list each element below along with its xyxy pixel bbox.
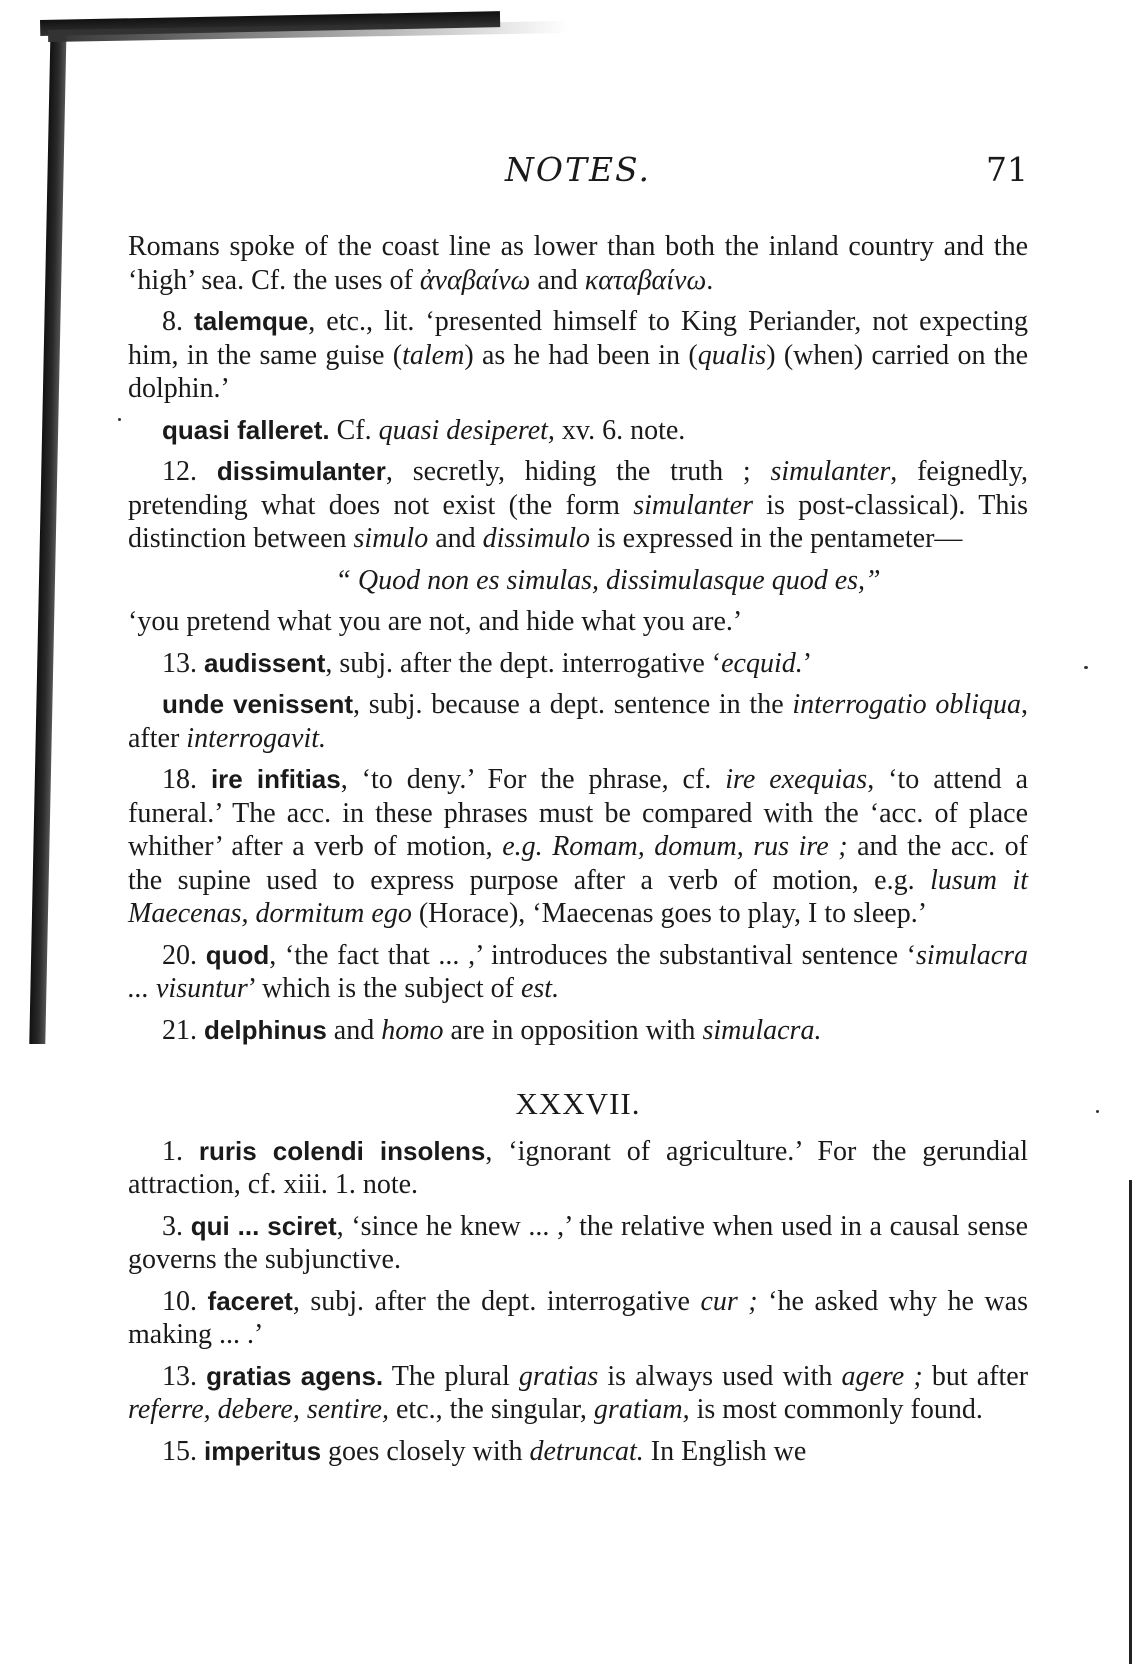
page-edge-shadow [1129, 1180, 1132, 1664]
line-number: 18. [162, 764, 211, 795]
lemma: imperitus [204, 1435, 322, 1466]
latin-citation: referre, debere, sentire, [128, 1394, 389, 1425]
latin-citation: gratias [518, 1360, 599, 1392]
ink-speck [1084, 666, 1088, 669]
note-entry [128, 1210, 1028, 1277]
note-entry [128, 1360, 1028, 1427]
note-entry [128, 1135, 1028, 1202]
latin-citation: cur ; [700, 1285, 758, 1317]
gloss-text: goes closely with [321, 1435, 530, 1467]
gloss-text: is expressed in the pentameter— [590, 523, 963, 554]
line-number: 21. [162, 1014, 204, 1046]
line-number: 10. [162, 1285, 208, 1317]
lemma: delphinus [204, 1014, 327, 1045]
text-run: and [530, 264, 585, 296]
note-entry [128, 1014, 1028, 1048]
gloss-text: ‘he asked why he was making ... .’ [128, 1285, 1029, 1350]
line-number: 3. [162, 1210, 191, 1242]
latin-citation: gratiam, [593, 1394, 690, 1425]
notes-xxxvii [128, 1135, 1028, 1469]
gloss-text: , ‘the fact that ... ,’ introduces the substantival sentence ‘ [269, 939, 917, 971]
notes-body [128, 230, 1028, 1476]
note-entry [128, 1435, 1028, 1469]
gloss-text: , ‘ignorant of agriculture.’ For the gerundial attraction, cf. xiii. 1. note. [128, 1135, 1028, 1200]
ink-speck [1096, 1110, 1099, 1113]
gloss-text: , subj. after the dept. interrogative ‘ [325, 647, 722, 679]
line-number: 15. [162, 1435, 204, 1467]
latin-citation: ire exequias [725, 764, 868, 795]
lemma: talemque [194, 306, 309, 336]
gloss-text: (Horace), ‘Maecenas goes to play, I to sleep.’ [411, 898, 928, 929]
lemma: audissent [204, 647, 326, 678]
latin-citation: interrogavit. [186, 722, 327, 754]
gloss-text: etc., the singular, [388, 1394, 594, 1425]
latin-citation: simulo [353, 523, 429, 554]
running-header [128, 150, 1028, 195]
lemma: quasi falleret. [162, 414, 330, 445]
line-number: 20. [162, 939, 206, 971]
gloss-text: but after [922, 1360, 1029, 1392]
latin-citation: dissimulo [482, 523, 590, 554]
continuation-paragraph [128, 230, 1028, 297]
lemma: ire infitias [210, 764, 341, 794]
lemma: faceret [207, 1285, 293, 1316]
latin-citation: interrogatio obliqua [792, 689, 1021, 720]
gloss-text: ’ which is the subject of [247, 973, 521, 1004]
gloss-text: , etc., lit. ‘presented himself to King Periander, not expecting him, in the same guise ( [128, 306, 1028, 371]
latin-citation: qualis [697, 339, 767, 371]
note-entry [128, 455, 1028, 556]
lemma: dissimulanter [216, 456, 386, 486]
page-number: 71 [986, 150, 1028, 189]
gloss-text: , subj. because a dept. sentence in the [353, 689, 793, 720]
lemma: unde venissent [162, 689, 354, 719]
lemma: ruris colendi insolens [198, 1135, 486, 1166]
gloss-text: ) (when) carried on the dolphin.’ [128, 339, 1029, 404]
note-entry [128, 763, 1028, 931]
lemma: gratias agens. [206, 1360, 384, 1391]
line-number: 13. [162, 1360, 207, 1392]
latin-citation: est. [520, 973, 560, 1004]
gloss-text: is post-classical). This distinction between [128, 489, 1028, 554]
note-entry [128, 939, 1028, 1006]
gloss-text: Cf. [329, 414, 379, 446]
gloss-text: ) as he had been in ( [464, 339, 698, 371]
latin-citation: homo [381, 1014, 444, 1046]
gloss-text: , secretly, hiding the truth ; [385, 456, 771, 487]
notes-xxxvi [128, 305, 1028, 1047]
gloss-text: are in opposition with [443, 1014, 703, 1046]
gloss-text: and [428, 523, 483, 554]
note-entry [128, 647, 1028, 681]
note-entry [128, 688, 1028, 755]
greek-word: καταβαίνω [584, 264, 707, 296]
latin-citation: simulacra. [702, 1014, 822, 1046]
note-entry [128, 305, 1028, 406]
gloss-text: is most commonly found. [689, 1394, 983, 1425]
latin-citation: simulanter [633, 489, 753, 521]
gloss-text: , ‘since he knew ... ,’ the relative when used in a causal sense governs the subjunctive. [128, 1210, 1028, 1275]
gloss-text: , after [128, 689, 1028, 754]
latin-citation: quasi desiperet, [378, 414, 555, 446]
gloss-text: , ‘to attend a funeral.’ The acc. in these phrases must be compared with the ‘acc. of place whither’ after a verb of motion, [128, 764, 1029, 862]
gloss-text: , ‘to deny.’ For the phrase, cf. [340, 764, 726, 795]
gloss-text: ’ [802, 647, 813, 679]
text-run: Romans spoke of the coast line as lower than both the inland country and the ‘high’ sea. Cf. the uses of [128, 231, 1028, 296]
gloss-text: and the acc. of the supine used to express purpose after a verb of motion, e.g. [128, 831, 1028, 896]
translation-line: ‘you pretend what you are not, and hide what you are.’ [128, 606, 743, 637]
gloss-text: In English we [643, 1435, 807, 1467]
line-number: 1. [162, 1135, 199, 1167]
gloss-text: , feignedly, pretending what does not exist (the form [128, 456, 1029, 521]
line-number: 12. [162, 456, 217, 487]
lemma: qui ... sciret [190, 1210, 337, 1241]
latin-citation: lusum it Maecenas, dormitum ego [128, 864, 1028, 929]
greek-word: ἀναβαίνω [419, 264, 531, 296]
latin-citation: talem [402, 339, 465, 371]
gloss-text: is always used with [598, 1360, 842, 1392]
note-entry [128, 414, 1028, 448]
line-number: 13. [162, 647, 204, 679]
note-entry [128, 1285, 1028, 1352]
gloss-text: and [326, 1014, 382, 1046]
gloss-text: xv. 6. note. [554, 414, 686, 446]
verse-quote: “ Quod non es simulas, dissimulasque quod es,” [335, 564, 881, 596]
running-title: NOTES. [505, 150, 651, 189]
gloss-text: The plural [383, 1360, 519, 1392]
latin-citation: e.g. Romam, domum, rus ire ; [502, 831, 848, 862]
lemma: quod [205, 939, 270, 970]
text-run: . [706, 264, 714, 296]
latin-citation: agere ; [841, 1360, 923, 1392]
gloss-text: , subj. after the dept. interrogative [292, 1285, 701, 1317]
ink-speck [118, 418, 121, 421]
book-binding-shadow [29, 20, 66, 1044]
latin-citation: detruncat. [529, 1435, 644, 1467]
latin-citation: simulanter [770, 456, 891, 487]
latin-citation: simulacra ... visuntur [128, 939, 1029, 1004]
line-number: 8. [162, 306, 195, 337]
section-heading: XXXVII. [515, 1086, 641, 1121]
latin-citation: ecquid. [721, 647, 803, 679]
